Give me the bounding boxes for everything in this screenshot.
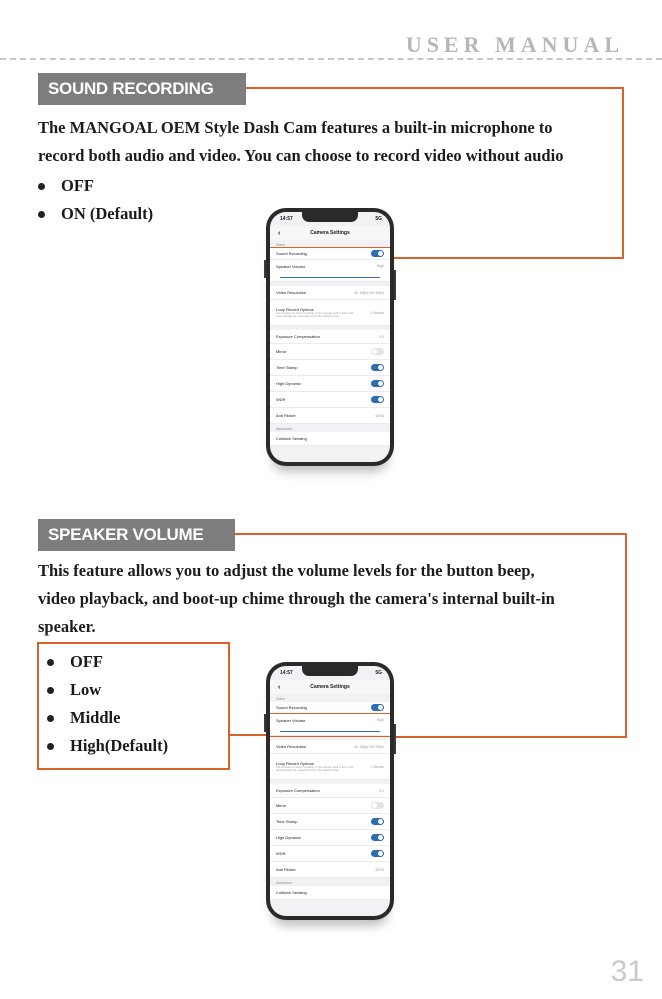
row-loop-record: Loop Record Options The duration of each recording. If the storage card is full, it will automatically be overwritten from the earliest video. 1 Minute	[270, 754, 390, 780]
row-collision: Collision Sensing	[270, 886, 390, 900]
section-label-sound-recording: SOUND RECORDING	[38, 73, 246, 105]
row-video-resolution: Video Resolution 4K 30fps+2K 30fps	[270, 286, 390, 300]
row-collision: Collision Sensing	[270, 432, 390, 446]
paragraph-line: This feature allows you to adjust the volume levels for the button beep,	[38, 561, 535, 580]
phone-notch	[302, 212, 358, 222]
toggle-switch	[371, 348, 384, 355]
phone-screen	[270, 666, 390, 916]
toggle-switch	[371, 818, 384, 825]
callout-line	[387, 257, 624, 259]
toggle-switch	[371, 364, 384, 371]
header-divider	[0, 58, 662, 60]
phone-button	[394, 724, 396, 754]
row-sound-recording: Sound Recording	[270, 702, 390, 714]
phone-notch	[302, 666, 358, 676]
list-item: OFF	[47, 648, 168, 676]
group-header: Advanced	[276, 427, 292, 431]
bullet-icon	[47, 715, 54, 722]
toggle-switch	[371, 850, 384, 857]
row-time-stamp: Time Stamp	[270, 814, 390, 830]
section2-paragraph	[38, 557, 555, 641]
nav-bar: ‹ Camera Settings	[270, 680, 390, 694]
paragraph-line: video playback, and boot-up chime through the camera's internal built-in	[38, 589, 555, 608]
list-item: ON (Default)	[38, 200, 153, 228]
row-speaker-volume: Speaker Volume High	[270, 714, 390, 736]
paragraph-line: The MANGOAL OEM Style Dash Cam features a built-in microphone to	[38, 118, 553, 137]
row-exposure: Exposure Compensation 0.0	[270, 330, 390, 344]
row-wdr: WDR	[270, 846, 390, 862]
group-header: Advanced	[276, 881, 292, 885]
list-item: OFF	[38, 172, 153, 200]
phone-button	[264, 714, 266, 732]
callout-line	[622, 87, 624, 259]
group-header: Video	[276, 697, 285, 701]
volume-slider	[280, 277, 380, 278]
row-anti-flicker: Anti Flicker 60HZ	[270, 408, 390, 424]
section1-paragraph	[38, 114, 563, 170]
status-bar: 14:57 5G	[280, 216, 382, 222]
chevron-left-icon: ‹	[278, 229, 281, 237]
row-wdr: WDR	[270, 392, 390, 408]
row-sound-recording: Sound Recording	[270, 248, 390, 260]
toggle-switch	[371, 802, 384, 809]
bullet-icon	[38, 183, 45, 190]
callout-line	[625, 533, 627, 738]
row-high-dynamic: High Dynamic	[270, 830, 390, 846]
row-loop-record: Loop Record Options The duration of each recording. If the storage card is full, it will automatically be overwritten from the earliest video. 1 Minute	[270, 300, 390, 326]
bullet-icon	[47, 659, 54, 666]
callout-line	[235, 533, 627, 535]
section-label-speaker-volume: SPEAKER VOLUME	[38, 519, 235, 551]
bullet-icon	[38, 211, 45, 218]
chevron-left-icon: ‹	[278, 683, 281, 691]
row-high-dynamic: High Dynamic	[270, 376, 390, 392]
callout-line	[246, 87, 624, 89]
toggle-switch	[371, 380, 384, 387]
row-anti-flicker: Anti Flicker 60HZ	[270, 862, 390, 878]
toggle-switch	[371, 250, 384, 257]
volume-slider	[280, 731, 380, 732]
volume-options-list	[47, 648, 168, 760]
paragraph-line: speaker.	[38, 617, 96, 636]
row-mirror: Mirror	[270, 344, 390, 360]
phone-button	[264, 260, 266, 278]
phone-mockup	[266, 662, 394, 920]
list-item: High(Default)	[47, 732, 168, 760]
callout-line	[387, 736, 627, 738]
page-number: 31	[610, 955, 644, 988]
phone-mockup	[266, 208, 394, 466]
list-item: Low	[47, 676, 168, 704]
row-mirror: Mirror	[270, 798, 390, 814]
toggle-switch	[371, 704, 384, 711]
list-item: Middle	[47, 704, 168, 732]
paragraph-line: record both audio and video. You can choose to record video without audio	[38, 146, 564, 165]
row-speaker-volume: Speaker Volume High	[270, 260, 390, 282]
group-header: Video	[276, 243, 285, 247]
toggle-switch	[371, 396, 384, 403]
page-header-title: USER MANUAL	[405, 32, 624, 57]
toggle-switch	[371, 834, 384, 841]
bullet-icon	[47, 743, 54, 750]
sound-options-list	[38, 172, 153, 228]
phone-screen	[270, 212, 390, 462]
row-video-resolution: Video Resolution 4K 30fps+2K 30fps	[270, 740, 390, 754]
status-bar: 14:57 5G	[280, 670, 382, 676]
phone-button	[394, 270, 396, 300]
bullet-icon	[47, 687, 54, 694]
row-exposure: Exposure Compensation 0.0	[270, 784, 390, 798]
row-time-stamp: Time Stamp	[270, 360, 390, 376]
nav-bar: ‹ Camera Settings	[270, 226, 390, 240]
